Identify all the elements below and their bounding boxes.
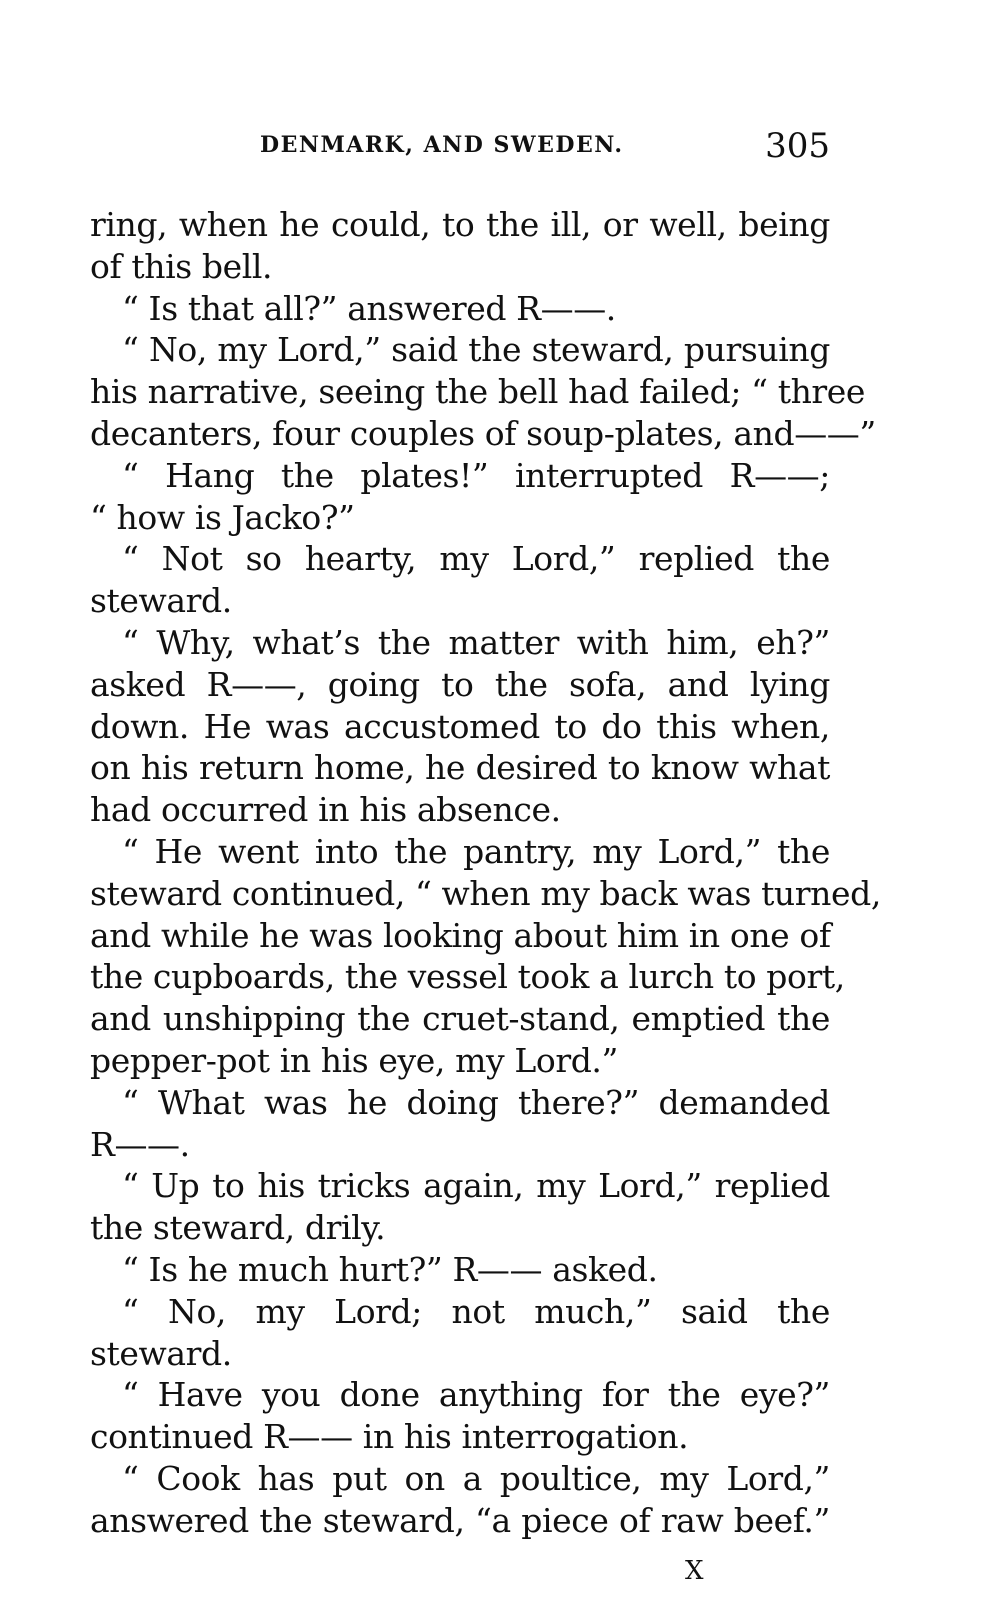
text-line: “ Hang the plates!” interrupted R——; (122, 455, 830, 495)
text-line: of this bell. (90, 246, 273, 286)
text-line: the cupboards, the vessel took a lurch to port, (90, 957, 845, 997)
text-line: “ Not so hearty, my Lord,” replied the (122, 539, 830, 579)
text-line: R——. (90, 1124, 190, 1164)
text-line: his narrative, seeing the bell had failed; “ three (90, 372, 866, 412)
page-number: 305 (765, 126, 830, 166)
text-line: down. He was accustomed to do this when, (90, 706, 830, 746)
text-line: “ how is Jacko?” (90, 497, 355, 537)
text-line: “ No, my Lord; not much,” said the (122, 1291, 830, 1331)
text-line: “ Is he much hurt?” R—— asked. (122, 1249, 658, 1289)
text-line: and while he was looking about him in one of (90, 915, 831, 955)
text-line: the steward, drily. (90, 1208, 386, 1248)
text-line: decanters, four couples of soup-plates, and——” (90, 413, 876, 453)
signature-mark: X (685, 1556, 704, 1586)
text-line: “ He went into the pantry, my Lord,” the (122, 831, 830, 871)
text-line: “ What was he doing there?” demanded (122, 1082, 830, 1122)
text-line: steward continued, “ when my back was turned, (90, 873, 881, 913)
text-line: “ Why, what’s the matter with him, eh?” (122, 622, 830, 662)
text-line: “ Have you done anything for the eye?” (122, 1375, 830, 1415)
page-header (90, 126, 830, 170)
text-line: continued R—— in his interrogation. (90, 1417, 689, 1457)
text-line: answered the steward, “a piece of raw beef.” (90, 1500, 830, 1540)
text-line: “ Is that all?” answered R——. (122, 288, 616, 328)
text-line: asked R——, going to the sofa, and lying (90, 664, 830, 704)
text-line: had occurred in his absence. (90, 790, 561, 830)
text-line: ring, when he could, to the ill, or well, being (90, 205, 830, 244)
text-line: steward. (90, 581, 232, 621)
running-head: DENMARK, AND SWEDEN. (260, 132, 624, 158)
text-line: “ Cook has put on a poultice, my Lord,” (122, 1458, 830, 1498)
body-text (90, 204, 881, 1542)
text-line: and unshipping the cruet-stand, emptied the (90, 999, 830, 1039)
text-line: “ Up to his tricks again, my Lord,” replied (122, 1166, 830, 1206)
text-line: “ No, my Lord,” said the steward, pursuing (122, 330, 830, 370)
text-line: on his return home, he desired to know what (90, 748, 830, 788)
text-line: pepper-pot in his eye, my Lord.” (90, 1040, 618, 1080)
text-line: steward. (90, 1333, 232, 1373)
